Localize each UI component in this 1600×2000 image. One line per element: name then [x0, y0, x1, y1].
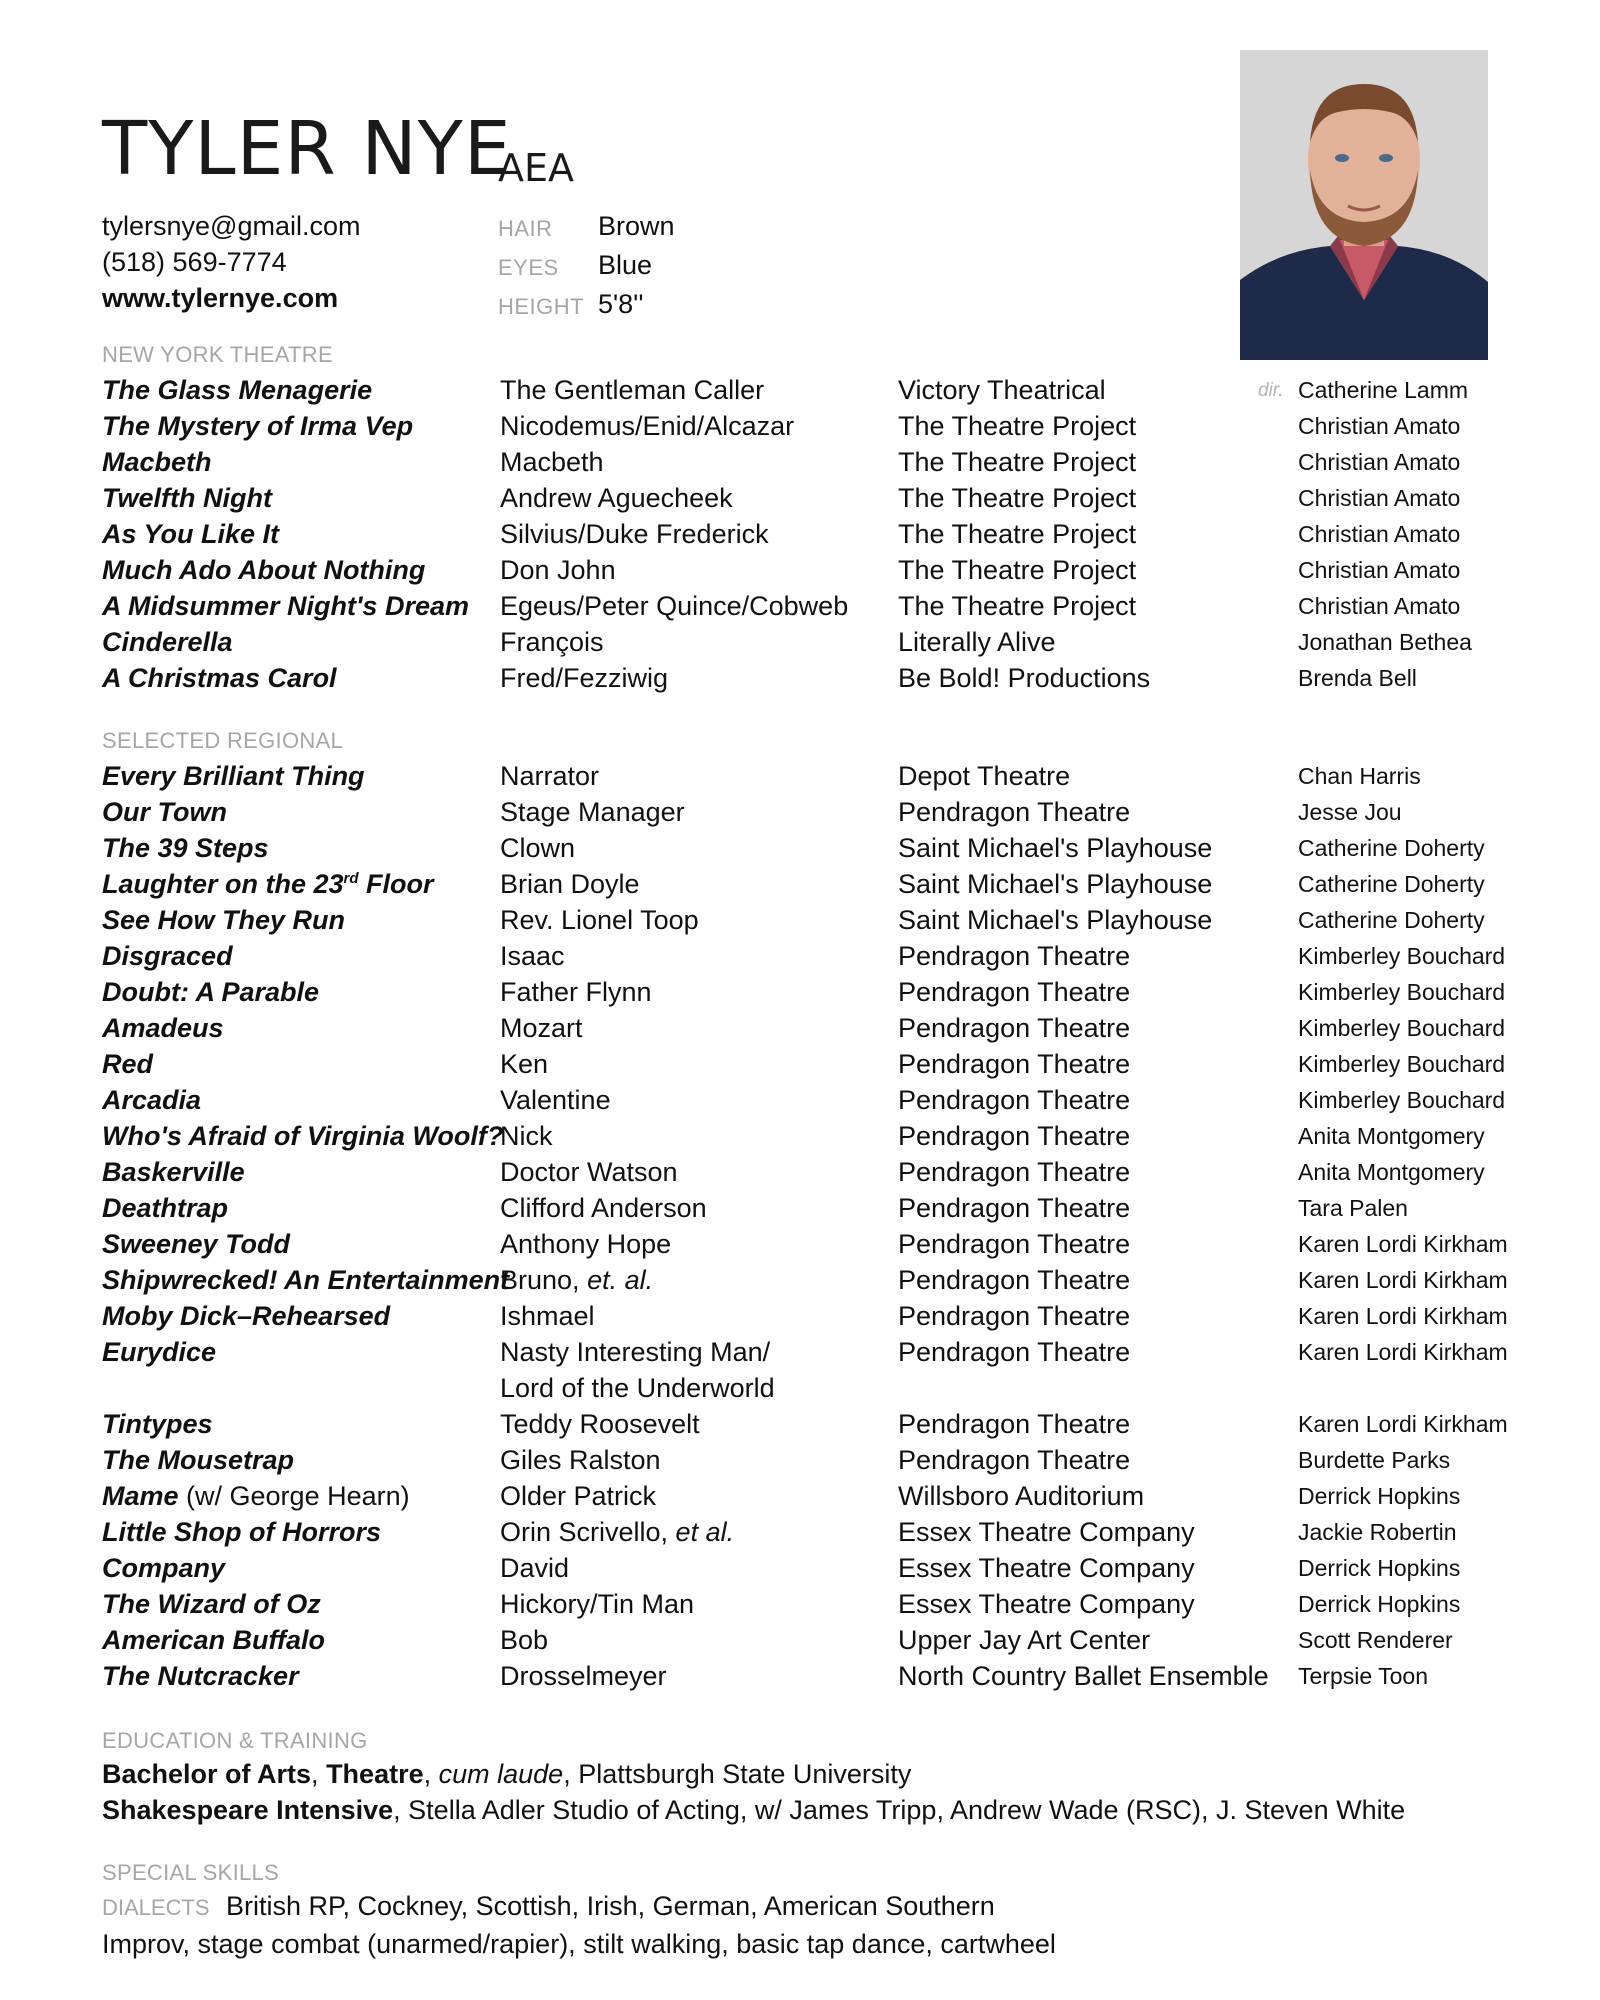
show-title: Our Town	[102, 797, 227, 827]
director-label: dir.	[1258, 380, 1284, 401]
venue: Pendragon Theatre	[898, 1013, 1131, 1043]
section-heading-ny-theatre: NEW YORK THEATRE	[102, 342, 333, 367]
venue: Upper Jay Art Center	[898, 1625, 1151, 1655]
venue: Depot Theatre	[898, 761, 1071, 791]
headshot-illustration	[1240, 50, 1488, 360]
director: Anita Montgomery	[1298, 1123, 1485, 1149]
show-title: Amadeus	[102, 1013, 224, 1043]
role: Valentine	[500, 1085, 611, 1115]
director: Jackie Robertin	[1298, 1519, 1457, 1545]
venue: Pendragon Theatre	[898, 1409, 1131, 1439]
director: Karen Lordi Kirkham	[1298, 1411, 1508, 1437]
stat-hair	[498, 208, 675, 247]
role: Egeus/Peter Quince/Cobweb	[500, 591, 849, 621]
show-title	[102, 866, 500, 902]
role: François	[500, 627, 604, 657]
show-title: Company	[102, 1553, 226, 1583]
show-title: The Nutcracker	[102, 1661, 299, 1691]
venue: Literally Alive	[898, 627, 1056, 657]
venue: Pendragon Theatre	[898, 1157, 1131, 1187]
credit-row	[102, 902, 1518, 938]
ordinal-suffix: rd	[343, 870, 359, 887]
director: Karen Lordi Kirkham	[1298, 1267, 1508, 1293]
role: Stage Manager	[500, 797, 685, 827]
show-title: See How They Run	[102, 905, 346, 935]
show-title: Red	[102, 1049, 154, 1079]
director: Kimberley Bouchard	[1298, 1015, 1506, 1041]
show-title: American Buffalo	[102, 1625, 326, 1655]
show-title-note: (w/ George Hearn)	[178, 1481, 410, 1511]
physical-stats	[498, 208, 675, 325]
venue: North Country Ballet Ensemble	[898, 1661, 1269, 1691]
major: Theatre	[326, 1759, 424, 1789]
role-italic: et al.	[675, 1517, 735, 1547]
director: Karen Lordi Kirkham	[1298, 1339, 1508, 1365]
director: Kimberley Bouchard	[1298, 979, 1506, 1005]
venue: Saint Michael's Playhouse	[898, 869, 1213, 899]
credit-row	[102, 660, 1518, 696]
regional-credits	[102, 758, 1518, 1694]
institution: , Plattsburgh State University	[563, 1759, 912, 1789]
credit-row-continuation	[102, 1370, 1518, 1406]
director-cell	[1258, 372, 1518, 408]
program: Shakespeare Intensive	[102, 1795, 394, 1825]
show-title-part: Laughter on the 23	[102, 869, 344, 899]
director: Kimberley Bouchard	[1298, 943, 1506, 969]
role: Teddy Roosevelt	[500, 1409, 700, 1439]
credit-row	[102, 1154, 1518, 1190]
role	[500, 1262, 898, 1298]
show-title: Moby Dick–Rehearsed	[102, 1301, 391, 1331]
show-title: Cinderella	[102, 627, 233, 657]
credit-row	[102, 758, 1518, 794]
director: Christian Amato	[1298, 593, 1461, 619]
show-title: Eurydice	[102, 1337, 217, 1367]
honors: cum laude	[438, 1759, 564, 1789]
director: Derrick Hopkins	[1298, 1591, 1461, 1617]
credit-row	[102, 624, 1518, 660]
stat-value: 5'8''	[598, 289, 644, 319]
show-title: The Mousetrap	[102, 1445, 295, 1475]
show-title: The Mystery of Irma Vep	[102, 411, 414, 441]
stat-value: Blue	[598, 250, 653, 280]
credit-row	[102, 1658, 1518, 1694]
dialects-list: British RP, Cockney, Scottish, Irish, German, American Southern	[226, 1891, 995, 1921]
degree: Bachelor of Arts	[102, 1759, 312, 1789]
show-title: Twelfth Night	[102, 483, 272, 513]
show-title: Baskerville	[102, 1157, 245, 1187]
director: Burdette Parks	[1298, 1447, 1451, 1473]
venue: The Theatre Project	[898, 483, 1137, 513]
venue: Essex Theatre Company	[898, 1589, 1195, 1619]
stat-height	[498, 286, 675, 325]
director: Catherine Doherty	[1298, 835, 1485, 861]
credit-row	[102, 444, 1518, 480]
website-link[interactable]: www.tylernye.com	[102, 283, 339, 313]
other-skills: Improv, stage combat (unarmed/rapier), stilt walking, basic tap dance, cartwheel	[102, 1929, 1056, 1959]
role: Ken	[500, 1049, 549, 1079]
credit-row	[102, 1622, 1518, 1658]
credit-row	[102, 1406, 1518, 1442]
dialects-line	[102, 1888, 1056, 1926]
show-title: Arcadia	[102, 1085, 202, 1115]
role: David	[500, 1553, 570, 1583]
venue: The Theatre Project	[898, 447, 1137, 477]
director: Kimberley Bouchard	[1298, 1087, 1506, 1113]
contact-block	[102, 208, 360, 316]
show-title: Deathtrap	[102, 1193, 229, 1223]
email[interactable]: tylersnye@gmail.com	[102, 211, 361, 241]
credit-row	[102, 1550, 1518, 1586]
role: Nasty Interesting Man/	[500, 1337, 771, 1367]
role: Rev. Lionel Toop	[500, 905, 699, 935]
role: Isaac	[500, 941, 565, 971]
venue: Saint Michael's Playhouse	[898, 833, 1213, 863]
show-title: Little Shop of Horrors	[102, 1517, 381, 1547]
show-title: As You Like It	[102, 519, 280, 549]
skills-block	[102, 1888, 1056, 1962]
credit-row	[102, 1442, 1518, 1478]
director: Chan Harris	[1298, 763, 1421, 789]
director: Karen Lordi Kirkham	[1298, 1303, 1508, 1329]
credit-row	[102, 866, 1518, 902]
venue: Pendragon Theatre	[898, 797, 1131, 827]
director: Catherine Doherty	[1298, 871, 1485, 897]
director: Catherine Doherty	[1298, 907, 1485, 933]
credit-row	[102, 1046, 1518, 1082]
show-title: The Wizard of Oz	[102, 1589, 321, 1619]
credit-row	[102, 1226, 1518, 1262]
show-title: The 39 Steps	[102, 833, 269, 863]
credit-row	[102, 1478, 1518, 1514]
union-affiliation: AEA	[498, 146, 574, 190]
venue: Willsboro Auditorium	[898, 1481, 1145, 1511]
venue: Pendragon Theatre	[898, 1229, 1131, 1259]
role: The Gentleman Caller	[500, 375, 765, 405]
director: Jesse Jou	[1298, 799, 1402, 825]
show-title-part: Floor	[358, 869, 434, 899]
show-title: A Christmas Carol	[102, 663, 337, 693]
venue: Pendragon Theatre	[898, 1445, 1131, 1475]
role: Father Flynn	[500, 977, 652, 1007]
show-title	[102, 1478, 500, 1514]
stat-eyes	[498, 247, 675, 286]
director: Tara Palen	[1298, 1195, 1408, 1221]
show-title: Every Brilliant Thing	[102, 761, 365, 791]
show-title: The Glass Menagerie	[102, 375, 373, 405]
credit-row	[102, 830, 1518, 866]
credit-row	[102, 1334, 1518, 1370]
venue: Pendragon Theatre	[898, 1265, 1131, 1295]
role: Brian Doyle	[500, 869, 640, 899]
stat-label: HAIR	[498, 216, 553, 241]
show-title: Shipwrecked! An Entertainment	[102, 1265, 510, 1295]
director: Derrick Hopkins	[1298, 1555, 1461, 1581]
director: Christian Amato	[1298, 485, 1461, 511]
role: Nicodemus/Enid/Alcazar	[500, 411, 795, 441]
training-line	[102, 1792, 1405, 1828]
role: Bob	[500, 1625, 549, 1655]
credit-row	[102, 1262, 1518, 1298]
show-title: Macbeth	[102, 447, 212, 477]
credit-row	[102, 974, 1518, 1010]
role: Giles Ralston	[500, 1445, 661, 1475]
education-block	[102, 1756, 1405, 1828]
show-title: Sweeney Todd	[102, 1229, 291, 1259]
show-title: Disgraced	[102, 941, 233, 971]
credit-row	[102, 1586, 1518, 1622]
credit-row	[102, 1298, 1518, 1334]
show-title-part: Mame	[102, 1481, 179, 1511]
director: Derrick Hopkins	[1298, 1483, 1461, 1509]
role: Mozart	[500, 1013, 583, 1043]
role: Hickory/Tin Man	[500, 1589, 695, 1619]
venue: Pendragon Theatre	[898, 1049, 1131, 1079]
show-title: Doubt: A Parable	[102, 977, 320, 1007]
credit-row	[102, 794, 1518, 830]
role: Clown	[500, 833, 576, 863]
stat-label: HEIGHT	[498, 294, 585, 319]
role: Don John	[500, 555, 616, 585]
director: Terpsie Toon	[1298, 1663, 1428, 1689]
credit-row	[102, 516, 1518, 552]
show-title: Tintypes	[102, 1409, 213, 1439]
director: Anita Montgomery	[1298, 1159, 1485, 1185]
credit-row	[102, 1082, 1518, 1118]
show-title: A Midsummer Night's Dream	[102, 591, 469, 621]
role: Drosselmeyer	[500, 1661, 667, 1691]
role	[500, 1514, 898, 1550]
credit-row	[102, 588, 1518, 624]
role: Silvius/Duke Frederick	[500, 519, 769, 549]
venue: Pendragon Theatre	[898, 1301, 1131, 1331]
director: Scott Renderer	[1298, 1627, 1453, 1653]
role: Older Patrick	[500, 1481, 657, 1511]
venue: Pendragon Theatre	[898, 941, 1131, 971]
director: Brenda Bell	[1298, 665, 1417, 691]
venue: The Theatre Project	[898, 555, 1137, 585]
role: Nick	[500, 1121, 553, 1151]
credit-row	[102, 1010, 1518, 1046]
stat-label: EYES	[498, 255, 559, 280]
credit-row	[102, 372, 1518, 408]
venue: Essex Theatre Company	[898, 1553, 1195, 1583]
program-details: , Stella Adler Studio of Acting, w/ James Tripp, Andrew Wade (RSC), J. Steven White	[393, 1795, 1406, 1825]
dialects-label: DIALECTS	[102, 1895, 210, 1920]
director: Christian Amato	[1298, 449, 1461, 475]
headshot-photo	[1240, 50, 1488, 360]
venue: Victory Theatrical	[898, 375, 1106, 405]
venue: Be Bold! Productions	[898, 663, 1151, 693]
show-title: Who's Afraid of Virginia Woolf?	[102, 1121, 504, 1151]
education-line	[102, 1756, 1405, 1792]
separator: ,	[311, 1759, 327, 1789]
role: Macbeth	[500, 447, 604, 477]
role: Andrew Aguecheek	[500, 483, 733, 513]
show-title: Much Ado About Nothing	[102, 555, 426, 585]
role-continued: Lord of the Underworld	[500, 1373, 775, 1403]
ny-theatre-credits	[102, 372, 1518, 696]
venue: Pendragon Theatre	[898, 1193, 1131, 1223]
credit-row	[102, 1190, 1518, 1226]
credit-row	[102, 1514, 1518, 1550]
separator: ,	[423, 1759, 439, 1789]
venue: The Theatre Project	[898, 519, 1137, 549]
director: Christian Amato	[1298, 413, 1461, 439]
credit-row	[102, 1118, 1518, 1154]
venue: Pendragon Theatre	[898, 1085, 1131, 1115]
director: Karen Lordi Kirkham	[1298, 1231, 1508, 1257]
credit-row	[102, 552, 1518, 588]
role-part: Orin Scrivello,	[500, 1517, 676, 1547]
venue: Saint Michael's Playhouse	[898, 905, 1213, 935]
section-heading-regional: SELECTED REGIONAL	[102, 728, 344, 753]
actor-name: TYLER NYE	[102, 106, 512, 192]
phone: (518) 569-7774	[102, 247, 287, 277]
role-italic: et. al.	[587, 1265, 654, 1295]
director: Jonathan Bethea	[1298, 629, 1472, 655]
role: Narrator	[500, 761, 600, 791]
director: Christian Amato	[1298, 521, 1461, 547]
credit-row	[102, 938, 1518, 974]
section-heading-skills: SPECIAL SKILLS	[102, 1860, 280, 1885]
director: Christian Amato	[1298, 557, 1461, 583]
venue: The Theatre Project	[898, 591, 1137, 621]
role: Anthony Hope	[500, 1229, 672, 1259]
role: Doctor Watson	[500, 1157, 678, 1187]
venue: Pendragon Theatre	[898, 1121, 1131, 1151]
credit-row	[102, 408, 1518, 444]
role: Ishmael	[500, 1301, 595, 1331]
role-part: Bruno,	[500, 1265, 588, 1295]
stat-value: Brown	[598, 211, 675, 241]
venue: The Theatre Project	[898, 411, 1137, 441]
venue: Pendragon Theatre	[898, 1337, 1131, 1367]
venue: Pendragon Theatre	[898, 977, 1131, 1007]
director: Catherine Lamm	[1298, 377, 1469, 403]
role: Fred/Fezziwig	[500, 663, 669, 693]
section-heading-education: EDUCATION & TRAINING	[102, 1728, 368, 1753]
director: Kimberley Bouchard	[1298, 1051, 1506, 1077]
venue: Essex Theatre Company	[898, 1517, 1195, 1547]
role: Clifford Anderson	[500, 1193, 707, 1223]
credit-row	[102, 480, 1518, 516]
